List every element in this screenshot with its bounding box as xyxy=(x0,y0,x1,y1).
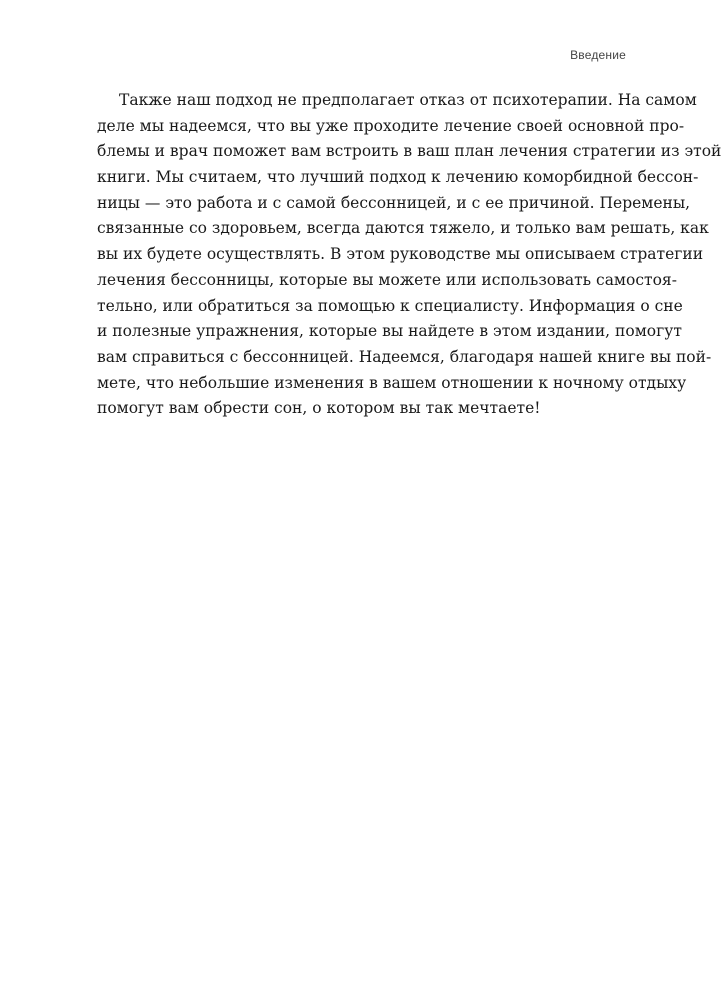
paragraph-line: помогут вам обрести сон, о котором вы так мечтаете! xyxy=(97,399,541,418)
paragraph-line: Также наш подход не предполагает отказ от психотерапии. На самом xyxy=(119,91,697,109)
paragraph-line: книги. Мы считаем, что лучший подход к лечению коморбидной бессон- xyxy=(97,168,699,187)
paragraph-line: и полезные упражнения, которые вы найдете в этом издании, помогут xyxy=(97,322,682,341)
paragraph-line: мете, что небольшие изменения в вашем отношении к ночному отдыху xyxy=(97,373,687,392)
paragraph-line: ницы — это работа и с самой бессонницей, и с ее причиной. Перемены, xyxy=(97,193,691,212)
paragraph-line: лечения бессонницы, которые вы можете или использовать самостоя- xyxy=(97,270,677,289)
running-header: Введение xyxy=(570,48,626,62)
paragraph-line: тельно, или обратиться за помощью к специалисту. Информация о сне xyxy=(97,296,683,315)
body-paragraph xyxy=(97,88,721,422)
paragraph-line: вам справиться с бессонницей. Надеемся, благодаря нашей книге вы пой- xyxy=(97,347,712,366)
paragraph-line: блемы и врач поможет вам встроить в ваш план лечения стратегии из этой xyxy=(97,142,721,161)
paragraph-line: деле мы надеемся, что вы уже проходите лечение своей основной про- xyxy=(97,116,685,135)
paragraph-line: связанные со здоровьем, всегда даются тяжело, и только вам решать, как xyxy=(97,219,709,238)
paragraph-line: вы их будете осуществлять. В этом руководстве мы описываем стратегии xyxy=(97,245,704,264)
